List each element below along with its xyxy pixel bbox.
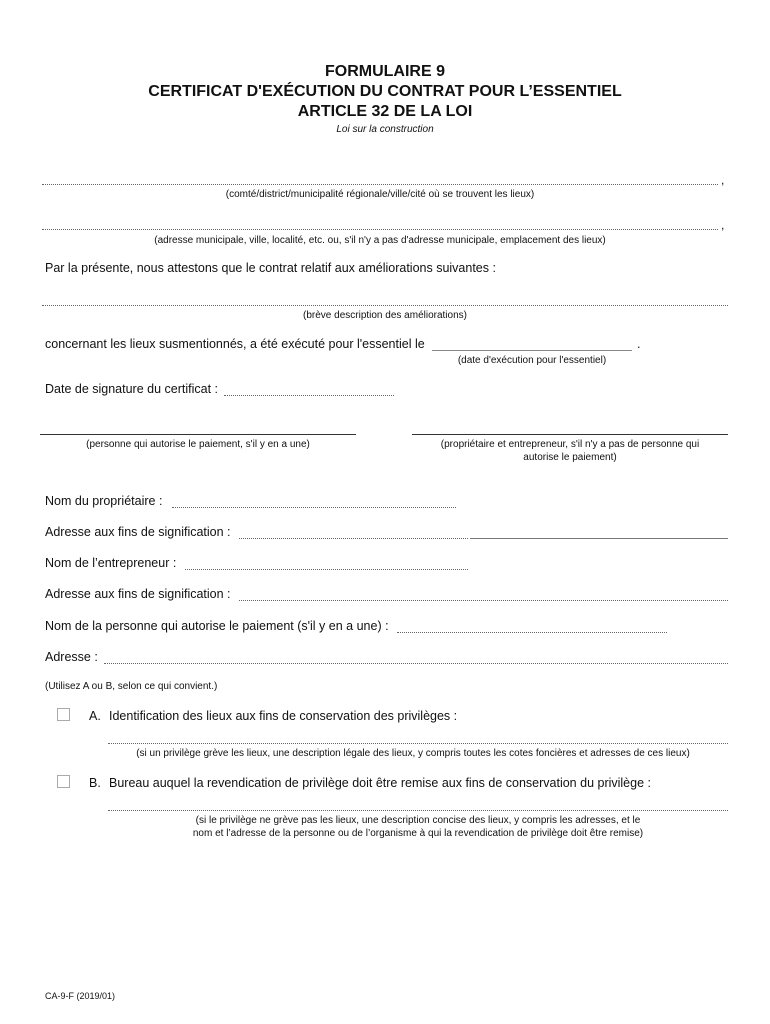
form-number-title: FORMULAIRE 9 xyxy=(325,63,445,80)
option-b-caption-line2: nom et l’adresse de la personne ou de l’organisme à qui la revendication de privilège doit être remise) xyxy=(192,828,644,839)
address-label: Adresse : xyxy=(45,650,98,664)
certify-statement: Par la présente, nous attestons que le contrat relatif aux améliorations suivantes : xyxy=(45,261,496,275)
payment-person-field[interactable] xyxy=(397,632,667,633)
contractor-name-label: Nom de l’entrepreneur : xyxy=(45,556,177,570)
option-a-field[interactable] xyxy=(108,743,728,744)
payment-person-label: Nom de la personne qui autorise le paiement (s'il y en a une) : xyxy=(45,619,389,633)
article-title: ARTICLE 32 DE LA LOI xyxy=(297,103,473,120)
form-title: CERTIFICAT D'EXÉCUTION DU CONTRAT POUR L’ESSENTIEL xyxy=(148,83,622,100)
county-comma: , xyxy=(721,173,725,187)
signature-date-field[interactable] xyxy=(224,395,394,396)
signature-date-label: Date de signature du certificat : xyxy=(45,382,219,396)
options-instruction: (Utilisez A ou B, selon ce qui convient.) xyxy=(45,681,218,692)
period: . xyxy=(637,337,641,351)
county-caption: (comté/district/municipalité régionale/ville/cité où se trouvent les lieux) xyxy=(225,189,535,200)
owner-name-label: Nom du propriétaire : xyxy=(45,494,163,508)
option-b-caption-line1: (si le privilège ne grève pas les lieux, une description concise des lieux, y compris les adresses, et le xyxy=(195,815,641,826)
county-field[interactable] xyxy=(42,184,718,185)
improvements-field[interactable] xyxy=(42,305,728,306)
contractor-address-label: Adresse aux fins de signification : xyxy=(45,587,231,601)
law-subtitle: Loi sur la construction xyxy=(336,124,434,135)
contractor-address-field[interactable] xyxy=(239,600,728,601)
owner-address-field-part1[interactable] xyxy=(239,538,468,539)
payment-certifier-caption: (personne qui autorise le paiement, s'il y en a une) xyxy=(86,439,310,450)
form-code: CA-9-F (2019/01) xyxy=(45,991,116,1001)
option-a-checkbox[interactable] xyxy=(57,708,70,721)
address-field[interactable] xyxy=(104,663,728,664)
option-a-caption: (si un privilège grève les lieux, une description légale des lieux, y compris toutes les cotes foncières et adresses de ces lieux) xyxy=(136,748,690,759)
owner-address-label: Adresse aux fins de signification : xyxy=(45,525,231,539)
owner-contractor-caption: (propriétaire et entrepreneur, s'il n'y a pas de personne qui autorise le paiement) xyxy=(440,439,700,463)
option-b-checkbox[interactable] xyxy=(57,775,70,788)
option-a-letter: A. xyxy=(89,709,101,723)
option-a-text: Identification des lieux aux fins de conservation des privilèges : xyxy=(109,709,458,723)
address-comma: , xyxy=(721,218,725,232)
option-b-field[interactable] xyxy=(108,810,728,811)
premises-statement: concernant les lieux susmentionnés, a été exécuté pour l'essentiel le xyxy=(45,337,425,351)
owner-name-field[interactable] xyxy=(172,507,456,508)
improvements-caption: (brève description des améliorations) xyxy=(303,310,467,321)
completion-date-caption: (date d'exécution pour l'essentiel) xyxy=(457,355,607,366)
payment-certifier-signature-line[interactable] xyxy=(40,434,356,435)
option-b-text: Bureau auquel la revendication de privilège doit être remise aux fins de conservation du privilège : xyxy=(109,776,651,790)
owner-address-field-part2[interactable] xyxy=(470,538,728,539)
contractor-name-field[interactable] xyxy=(185,569,468,570)
owner-contractor-signature-line[interactable] xyxy=(412,434,728,435)
premises-address-field[interactable] xyxy=(42,229,718,230)
completion-date-field[interactable] xyxy=(432,350,632,351)
address-caption: (adresse municipale, ville, localité, etc. ou, s'il n'y a pas d'adresse municipale, emplacement des lieux) xyxy=(154,235,606,246)
option-b-letter: B. xyxy=(89,776,101,790)
